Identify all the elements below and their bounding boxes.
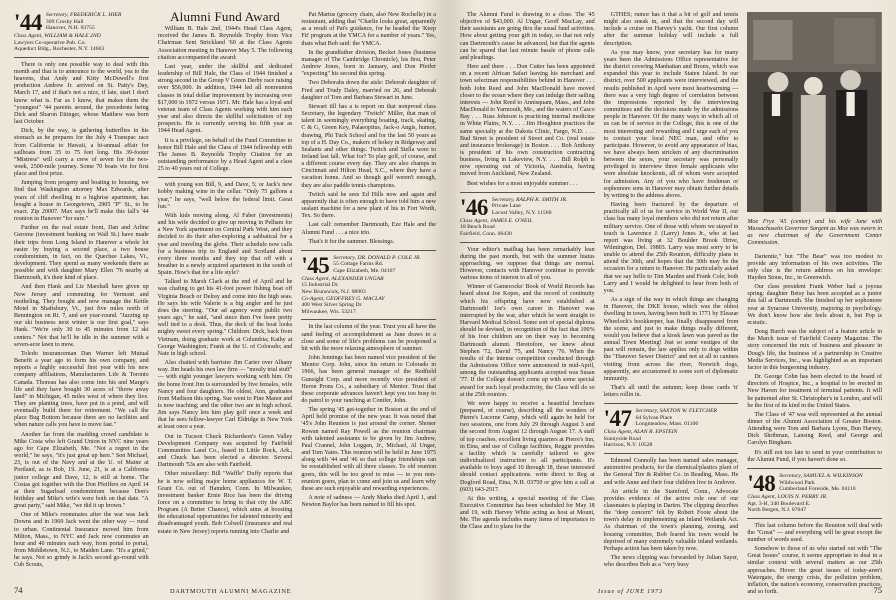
divider: [604, 403, 739, 404]
running-footer: DARTMOUTH ALUMNI MAGAZINE: [170, 588, 292, 595]
divider: [604, 453, 739, 454]
secretary-line: Secretary, SAXTON W. FLETCHER: [635, 408, 718, 415]
divider: [460, 242, 595, 243]
class-44-header: [14, 12, 149, 53]
body-paragraph: And then Hank and Liz Marshall have given up New Jersey and commuting for Vermont and motheling. They bought and now manage the Kettle Motel in Shaftsbury, Vt., just five miles north of Bennington on Rt. 7, and are year-round. "Jazzing up our ski business next winter is our first goal," says Hank. "We're only 30 to 45 minutes from 12 ski centers." Not that he'll be idle in the summer with a seven-acre lawn to mow.: [14, 284, 149, 348]
class-agent-address-2: New Brunswick, N.J. 08903: [301, 289, 366, 296]
secretary-line: Secretary, FREDERICK L. HIER: [45, 12, 122, 18]
photo-caption: Moe Frye '45 (center) and his wife Jane with Massachusetts Governor Sargent as Moe was sworn in as new chairman of the Government Center Commission.: [747, 219, 883, 247]
right-page: [448, 0, 896, 600]
body-paragraph: Toledo insuranceman Dan Warner left Mutual Benefit a year ago to form his own company, and reports a highly successful first year with his new company affiliations, Manufacturers Life & Toronto Canada. Thoreau has also come into his and Marge's life and they have bought 30 acres of "throw away land" in Michigan, 45 miles west of where they live. They are planting trees, have put in a pond, and will eventually build there for retirement. "We call the place Bug Bottom because there are no facilities and when nature calls you have to move fast.": [14, 350, 149, 429]
right-column-1: [460, 12, 595, 578]
secretary-address-1: Wildwood Park: [779, 479, 815, 486]
body-paragraph: Twitch said he sees Ed Hills now and again and apparently that is often enough to have told him a new sealant machine for a new plant of his in Fort Worth, Tex. So there.: [301, 191, 437, 220]
class-agent-address-1: Lawyers Co-operative Pub. Co.: [14, 39, 86, 46]
body-paragraph: This last column before the Reunion will deal with the "Great" — and everything will be great except the number of words used.: [747, 522, 883, 543]
body-paragraph: Pat Martus (grocery chain, also New Rochelle) in a restaurant, adding that "Charlie looks great, apparently as a result of Pat's guidance, for he headed the 'Keep Fit' program at the YMCA for a number of years." Yes, thats what Bob said: the YMCA.: [301, 12, 437, 47]
secretary-address-2: Cape Elizabeth, Me. 04107: [333, 268, 396, 275]
secretary-line: Secretary, DR. DONALD P. COLE JR.: [333, 254, 421, 261]
body-paragraph: It's still not too late to send in your contribution to the Alumni Fund, if you haven't done so.: [747, 449, 883, 463]
body-paragraph: A note of sadness — Andy Marks died April 1, and Newton Baylor has been named to fill his spot.: [301, 495, 437, 509]
body-paragraph: In the last column of the year. Trust you all have the sand feeling of accomplishment as June draws to a close and some of life's problems can be postponed a bit with the more relaxing atmosphere of summer.: [301, 324, 437, 352]
body-paragraph: Edmond Connolly has been named sales manager, automotive products, for the chemical/plastics plant of the General Tire & Rubber Co. in Reading, Mass. He and wife Anne and their four children live in Andover.: [603, 458, 739, 486]
body-paragraph: Here and there . . . Don Cutter has been appointed on a recent African Safari leaving his merchant and town selectman responsibilities behind in Hanover . . . both John Reed and John MacDonald have moved closer to the ocean where they can indulge their sailing interests — John Reed to Annisquam, Mass., and John MacDonald to Yarmouth, Me., and the waters of Casco Bay . . . Russ Johnson is practicing internal medicine in White Plains, N.Y. . . . Jim Houghton practices the same specialty at the Dakota Clinic, Fargo, N.D. . . . Bud Street is president of Street and Co. (real estate and insurance brokerage) in Boston . . . Bob Anthony is president of his own construction contracting business, living in Lakeview, N.Y. . . . Bill Rolph is now operating out of Victoria, Australia, having moved from Auckland, New Zealand.: [460, 64, 595, 178]
body-paragraph: In the grandfather division, Becket Jones (business manager of The Cambridge Chronicle), his first, Peter Andrew Jones, born in January, and Don Pfeifer "expecting" his second this spring.: [301, 49, 437, 78]
secretary-address-1: 55 Cottage Farms Rd.: [333, 261, 384, 268]
body-paragraph: Your editor's mailbag has been remarkably lean during the past month, but with the summer hiatus approaching, we suppose that things are normal. However, contacts with Hanover continue to provide various items of interest to all of you.: [460, 246, 595, 282]
secretary-address-1: 64 Sylvan Place: [635, 414, 673, 421]
secretary-address-2: Cumberland Foreside, Me. 04110: [779, 486, 856, 493]
body-paragraph: Two Deborahs down the aisle: Deborah daughter of Fred and Trudy Daley, married on 26, and Deborah daughter of Tom and Barbara Stewart in June.: [301, 80, 437, 101]
class-agent-line: Class Agent, ALAN R. EPSTEIN: [603, 429, 678, 436]
class-agent-line: Class Agent, WILLIAM & HALE 2ND: [14, 33, 101, 39]
divider: [747, 518, 882, 519]
running-footer: Issue of JUNE 1973: [598, 588, 663, 595]
co-agent-line: Co-Agent, GEOFFREY G. MACLAY: [301, 295, 385, 302]
class-year: '45: [301, 252, 330, 278]
secretary-address-1: Private Lane: [491, 203, 521, 210]
body-paragraph: That's all until the autumn; keep those cards 'n' letters rollin in.: [603, 384, 739, 399]
class-year: '48: [747, 470, 776, 496]
co-agent-address-1: 400 West Silver Spring Dr.: [301, 302, 363, 309]
class-agent-address-2: Aqueduct Bldg., Rochester, N.Y. 14603: [14, 46, 105, 53]
body-paragraph: Also chatted with barrister Jim Carter over Albany way. Jim heads his own law firm — "mostly trial stuff" — with eight younger lawyers working with him. On the home front Jim is surrounded by five females, wife Nancy and four daughters. He oldest, Ann, graduates from Madison this spring. Sue went to Pine Manor and is now teaching; and the other two are in high school. Jim says Nancy lets him play golf once a week and that he sees fellow-lawyer Carl Eldridge in New York at least once a year.: [157, 360, 293, 431]
body-paragraph: Darientie," but "The Bear" was too modest to provide any information of his own activities. The only clue is the return address on his envelope: Hayden Stone, Inc., in Greenwich.: [747, 253, 883, 281]
body-paragraph: with young son Bill, 9, and Dave, 5; or Jack's new hobby making wine in the cellar. "Only 75 gallons a year," he says, "well below the federal limit. Great fun.": [157, 182, 293, 210]
body-paragraph: Last year, under the skillful and dedicated leadership of Bill Hale, the Class of 1944 finished a strong second in the Group V Green Derby race raising over $56,000. In addition, 1944 led all nonreunion classes in total dollar improvement by increasing over $17,000 in 1972 versus 1971. Mr. Hale has a loyal and veteran team of Class Agents working with him each year and also directs the skillful solicitation of top prospects. He is currently serving his fifth year as 1944 Head Agent.: [157, 63, 293, 135]
left-column-2: [157, 9, 293, 578]
secretary-address-2: Hanover, N.H. 03755: [45, 25, 95, 32]
left-column-1: [14, 12, 149, 578]
class-agent-address-1: Apt. 3-H, 340 Boulevard E.: [747, 500, 811, 507]
body-paragraph: Another far from the madding crowd candidate is Mike Costa who left Grand Union in NYC nine years ago for Cape Elizabeth, Me. "Not a regret in the world," he says, "it's just great up here." Son Michael, 23, is out of the Navy and at the U. of Maine at Portland, as is Bob, 19. June, 21, is at a California junior college and Dave, 12, is still at home. The Costas got together with the Don Pfeiffers on April 14 at their Sugarload condominium because Don's birthday and Mike's wife's were both on that date. "A great party," said Mike, "we did it up brown.": [14, 431, 149, 510]
body-paragraph: Other miscellany: Bill "Waffle" Duffy reports that he is now selling major home appliances for W. T. Grant Co. out of Hamden, Conn. In Milwaukee, investment banker Ernie Rice has been the driving force on a committee to bring to that city the ABC Program (A Better Chance), which aims at boosting the educational opportunities for talented minority and disadvantaged youth. Bob Colwell (insurance and real estate in New Jersey) reports running into Charlie and: [157, 471, 293, 535]
body-paragraph: GTHES; rumor has it that a bit of golf and tennis might also sneak in, and that the second day will include a cruise on Harvey's yacht. Our first column after the summer holiday will include a full description.: [603, 12, 739, 47]
class-46-header: [460, 194, 595, 238]
divider: [301, 319, 436, 320]
class-agent-address-1: 18 Beach Road: [460, 224, 495, 231]
article-title: Alumni Fund Award: [170, 9, 280, 24]
body-paragraph: With kids moving along, Al Faber (investments) and his wife decided to give up moving in Pelham for a New York apartment on Central Park West, and they decided to do their after-exploring a sabbatical for a year and traveling the globe. Their schedule now calls for a business trip to England and Scotland about every three months and they top that off with a breather in a newly acquired apartment in the south of Spain. How's that for a life style?: [157, 212, 293, 277]
class-47-header: [604, 408, 739, 449]
body-paragraph: Further on the real estate front, Dan and Arline Gerome (investment banking on Wall St.) have made their trips from Long Island to Hanover a whole lot easier by buying a second place, a two house condominium, in fact, on the Quechee Lakes, Vt., development. They spend as many weekends there as possible and with daughter Mary Ellen '76 nearby at Dartmouth, it's their kind of place.: [14, 225, 149, 282]
divider: [747, 468, 882, 469]
body-paragraph: The news clipping was forwarded by Julian Sayer, who describes Bob as a "very busy: [603, 555, 739, 569]
class-year: '44: [14, 10, 42, 35]
class-agent-line: Class Agent, ALEXANDER UNGAR: [301, 275, 384, 282]
co-agent-address-2: Milwaukee, Wis. 53217: [301, 308, 356, 315]
body-paragraph: The Alumni Fund is drawing to a close. The '45 objective of $43,000. Al Ungar, Geoff MacLay, and their assistants are going thru the usual fund activities. How about getting your gift in today, so that not only can Dartmouth's cause be advanced, but that the agents can be spared that last minute hassle of phone calls and pleadings.: [460, 12, 595, 61]
body-paragraph: There is only one possible way to deal with this month and that is to announce to the world, yea to the heavens, that Andy and Kitty McDowell's first production Andrew Jr. arrived on St. Patty's Day, March 17, and if that's not a nice, if late, start I don't know what is. Far as I know, that makes them the "youngest" '44 parents around, the precedents being Dick and Sharon Ettinger, whose Matthew was born last October.: [14, 61, 149, 126]
divider: [301, 250, 436, 251]
news-photo: [747, 12, 882, 212]
class-year: '47: [603, 406, 632, 432]
secretary-address-1: 309 Crosby Hall: [45, 18, 84, 25]
class-year: '46: [460, 194, 488, 220]
divider: [14, 57, 149, 58]
class-agent-address-2: Harrison, N.Y. 10528: [603, 442, 653, 449]
left-column-3: [301, 12, 436, 578]
body-paragraph: We were happy to receive a beautiful brochure (prepared, of course), describing all the wonders of Pierre's Lucerne Camp, which will again be held for two sessions, one from July 29 through August 3 and the second from August 12 through August 17. A staff of top coaches, excellent living quarters at Pierre's Inn, in Etna, and use of College facilities, Reggie provides a facility which is carefully tailored to give individualized instruction to all participants. It's available to boys aged 10 through 18, those interested should contact applications. write direct to Reg at Dogford Road, Etna, N.H. 03750 or give him a call at (603) 643-2917.: [460, 400, 595, 493]
class-45-header: [301, 252, 436, 316]
class-48-header: [747, 470, 882, 514]
body-paragraph: As a sign of the way in which things are changing in Hanover, the DKE house, which was the oldest dwelling in town, having been built in 1771 by Eleazar Wheelock's bookkeeper, has finally disappeared from the scene, and just to make things really different, would you believe that a kiosk lawn was paved as the annual Town Meeting! Just so some vestiges of the past will remain, the law applies only to dogs within the "Hanover Sewer District" and not at all to canines visiting from across the river, Norwich dogs, apparently, are accustomed to some sort of diplomatic immunity.: [603, 297, 739, 382]
body-paragraph: Last call: remember Dartmouth, Eze Hale and the Alumni Fund . . . a nice trio.: [301, 222, 437, 236]
body-paragraph: That's it for the summer. Blessings.: [308, 238, 395, 245]
body-paragraph: Stewart till has a is report on that nonproud class Secretary, the legendary "Twitch" Miller, that man of talent in seemingly everything boating, track, skating, C & G, Green Key, Palaeopitus, Jack-o Angis, humor, drawing, Phi Tuck School and for the last 50 years as top of a H. Day Co., makers of hokey in Ridgeway and Sealants and other things. Twitch and Stella were to Ireland last fall. What for? To play golf, of course, and a different course every day. They are also champs in Cincinnati and Hilton Head, S.C., where they have a vacation home. And so though golf weren't enough, they are also paddle tennis champions.: [301, 103, 437, 189]
body-paragraph: The spring '45 get-together in Boston at the end of April held promise of the new year. It was noted that '45's John Reunion is just around the corner. Shoner Rowan named Ray Powell as the reunion chairman with talented assistants to be given by Jim Andrew, Paul Crannel, John Loggan, Jr., Michael, Al Ungar, and Tom Yates. This reunion will be held in June 1975 along with '44 and '46 so that college friendships can be reestablished with all three classes. To old reunion goers, this will be too good to miss — to you non-reunion goers, plan to come and join us and learn why these are such enjoyable and rewarding experiences.: [301, 407, 437, 492]
class-agent-address-1: 15 Industrial Dr.: [301, 282, 339, 289]
body-paragraph: The Class of '47 was well represented at the annual dinner of the Alumni Association of Greater Boston. Attending were Tom and Barbara Lyons, Bun Harvey, Dick Shribman, Lansing Reed, and George and Carolyn Bingham.: [747, 411, 883, 447]
page-number: 74: [14, 585, 23, 595]
body-paragraph: As you may know, your secretary has for many years been the Admissions Office representative for the district covering Manhattan and Bronx, which was expanded this year to include Staten Island. In our district, over 500 applicants were interviewed, and the results published in April were most heartwarming — there was a very high degree of correlation between the impressions reported by the interviewing committees and the decisions made by the admissions people in Hanover. Of the many ways in which all of us can be of service to the College, this is one of the most interesting and rewarding and I urge each of you to contact your local NEC man, and offer to participate. However, to avoid any appearance of bias, we have always been stricken of any discrimination between the sexes, your secretary was personally privileged to interview three female applicants who were absolute knockouts, all of whom were accepted for admission. Any of you who have freshman or sophomore sons in Hanover may obtain further details by writing to the address above.: [603, 49, 739, 199]
body-paragraph: It is a privilege, on behalf of the Fund Committee to honor Bill Hale and the Class of 1944 fellowship with The James B. Reynolds Trophy Citation for an outstanding performance by a Head Agent and a class 25 to 40 years out of College.: [157, 137, 293, 173]
body-paragraph: One of Mike's roommates after the war was Jack Downs and in 1960 Jack went the other way — rural to urban. Continental Insurance moved him from Milton, Mass., to NYC and Jack now commutes an hour and 40 minutes each way, from portal to portal, from Middletown, N.J., to Maiden Lane. "It's a grind," he says. Not so grindy is Jack's second go-round with Cub Scouts,: [14, 512, 149, 569]
secretary-line: Secretary, RALPH K. SMITH JR.: [491, 196, 568, 203]
body-paragraph: Talked to Marsh Clark at the end of April and he was chafing to get his 41-foot power fishing boat off Virginia Beach or Delray and come into the high seas. He says his wife Valerie is a big angler and he just does the steering. "Our ad agency went public two years ago," he said, "and since then I've been pretty well tied to a desk. Thus, the deck of the boat looks mighty sweet every spring." Children: Dick, back from Vietnam, doing graduate work at Columbia; Kathy at George Washington; Frank at the U. of Colorado; and Nate in high school.: [157, 279, 293, 357]
body-paragraph: Having been fractured by the departure of practically all of us for service in World War II, our class has many loyal members who did not return after military service. One of those with whom we stayed in touch is Lawrence J. (Larry) Jones Jr., who at last report was living at 32 Boulder Brook Drive, Wilmington, Del. 19803. Larry was most sorry to be unable to attend the 25th Reunion, difficulty plans to attend the 30th, and hopes that the 30th may be the occasion for a return to Hanover. He particularly asked that we say hello to Tim Marden and Frank Cole; both Larry and I would be delighted to hear from both of you.: [603, 202, 739, 294]
body-paragraph: An article in the Stamford, Conn., Advocate provides evidence of the active role one of our classmates is playing in Darien. The clipping describes the "deep concern" felt by Robert Foote about the town's delay in implementing an Inland Wetlands Act. As chairman of the town's planning, zoning, and housing committee, Bob feared his town would be deprived of many extremely valuable inland wetlands. Perhaps action has been taken by now.: [603, 488, 739, 552]
class-agent-address-1: Sunnyside Road: [603, 435, 641, 442]
secretary-line: Secretary, SAMUEL A. WILKINSON: [779, 472, 863, 479]
page-number: 75: [873, 585, 882, 595]
body-paragraph: Best wishes for a most enjoyable summer . . .: [467, 180, 578, 187]
body-paragraph: John Jennings has been named vice president of the Mentor Corp. John, since his return to Colorado in 1966, has been general manager of the Redfield Gunsight Corp. and more recently vice president of Heron Prons Co., a subsidiary of Mentor. Trust that these corporate advances haven't kept you too busy to do patrol to your ranching at Conifer, John.: [301, 355, 437, 404]
class-agent-address-2: Fairfield, Conn. 06430: [460, 230, 512, 237]
class-agent-line: Class Agent, LOUIS N. PERRY JR.: [747, 493, 828, 500]
body-paragraph: Our class president Frank Weber had a joyous spring: daughter Betsy has been accepted as a junior this fall at Dartmouth. She finished up her sophomore year at Syracuse University, majoring in psychology. We don't know how she feels about it, but Pop is ecstatic.: [747, 284, 883, 326]
secretary-address-2: Longmeadow, Mass. 01106: [635, 421, 699, 428]
divider: [158, 177, 293, 178]
secretary-address-2: Locust Valley, N.Y. 11560: [491, 209, 552, 216]
body-paragraph: William B. Hale 2nd, 1944's Head Class Agent, received the James B. Reynolds Trophy from Vice Chairman Sent Strickland '60 at the Class Agents Association meeting in Hanover May 5. The following citation accompanied the award:: [157, 26, 293, 61]
class-agent-line: Class Agent, JAMES E. O'NEIL: [460, 217, 533, 224]
body-paragraph: Dr. George Cohn has been elected to the board of directors of Hospice, Inc., a hospital to be erected in New Haven for treatment of terminal patients. It will be patterned after St. Christopher's in London, and will be the first of its kind in the United States.: [747, 374, 883, 409]
body-paragraph: Out in Tucson Chuck Richardson's Green Valley Development Company was acquired by Fairfield Communities Land Co., based in Little Rock, Ark., and Chuck has been elected a director. Several Dartmouth '53s are also with Fairfield.: [157, 433, 293, 469]
left-page-columns: [14, 9, 437, 578]
class-agent-address-2: North Bergen, N.J. 07047: [747, 507, 807, 514]
divider: [460, 192, 595, 193]
body-paragraph: Dick, by the way, is gathering butterflies in his stomach as he prepares for the July 4 Transpac race from California to Hawaii, a bi-annual affair for sailboats from 35 to 75 feet long. His 39-footer "Mistress" will carry a crew of seven for the two-week, 2500-mile journey. Some 70 boats vie for first place and first prize.: [14, 128, 149, 178]
body-paragraph: Jumping from progeny and boating to housing, we find that Washington attorney Max Edwards, after years of cliff dwelling in a highrise apartment, has bought a house in Georgetown, 2905 "P" St., to be exact. Zip 20007. Max says he'll make this fall's '44 reunion in Hanover "for sure.": [14, 180, 149, 223]
body-paragraph: Somehow to those of us who started out with "The Great Issues" course, it seems appropriate to deal in a similar context with several matters as our 25th approaches. Hover the great issues of today-aren't Watergate, the energy crisis, the pollution problem, inflation, the nation's economy, conservation practices, and so forth.: [747, 546, 883, 596]
body-paragraph: At this writing, a special meeting of the Class Executive Committee has been scheduled for May 18 and 19, with Harvey White acting as host at Mount, Me. The agenda includes many items of importance to the Class and to plans for the: [460, 495, 595, 531]
right-column-2: [604, 12, 739, 578]
body-paragraph: Winner of Gamecocks' Book of World Records has heard about Joe Kopes, and the record of continuity which his offspring have now established at Dartmouth! Joe's own career in Hanover was interrupted by the war, after which he went straight to Harvard Medical School. Some sort of special diploma should be devised, in recognition of the fact that 100% of his four children are on their way to becoming Dartmouth alumni. Heretofore, we knew about Stephen '72, David '75, and Nancy '76. When the results of the intense competition conducted through the Admissions Office were announced in mid-April, among the outstanding applicants accepted was Susan '77. If the College doesn't come up with some special award for such loyal productivity, the Class will do so at the 25th reunion.: [460, 284, 595, 398]
body-paragraph: Doug Burch was the subject of a feature article in the March issue of Fairfield County Magazine. The story concerned the mix of business and pleasure in Doug's life, the business of a partnership in Creative Media Services, Inc., was highlighted as an important factor in this burgeoning industry.: [747, 329, 883, 371]
